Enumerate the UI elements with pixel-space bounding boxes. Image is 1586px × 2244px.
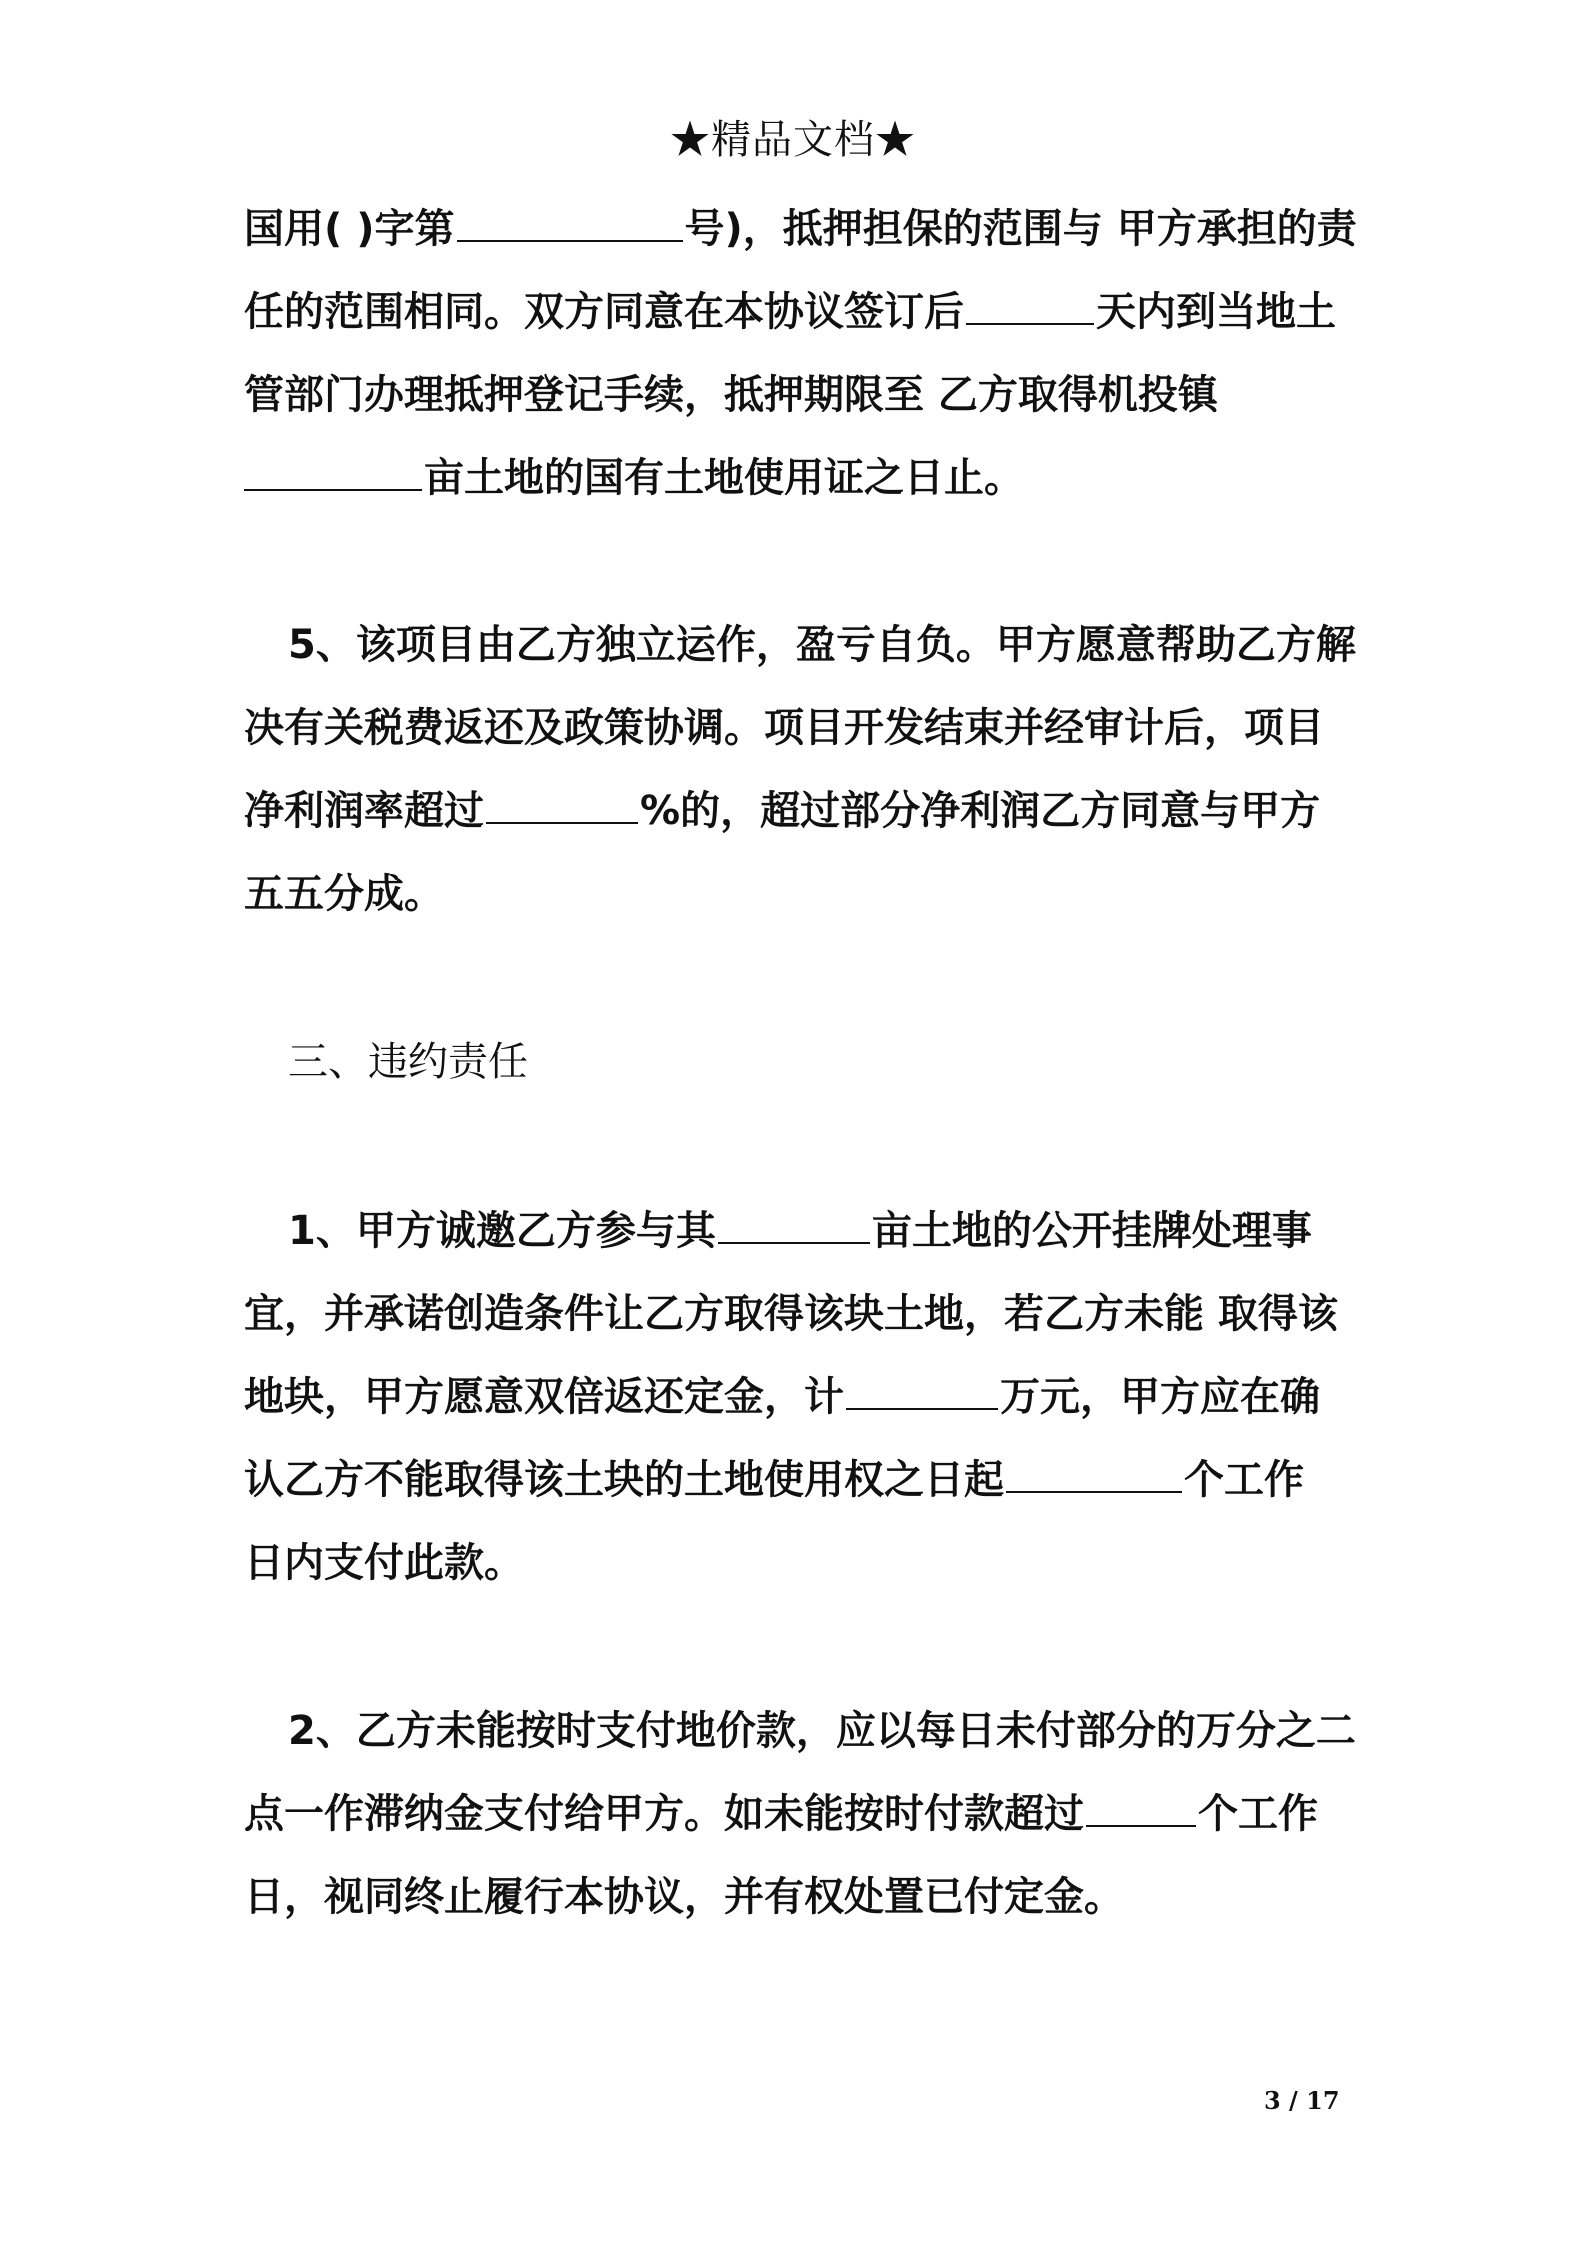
heading-text: 三、违约责任 [288, 1039, 528, 1085]
text-line: 五五分成。 [244, 871, 444, 917]
fill-in-blank [718, 1202, 870, 1244]
text-line: 5、该项目由乙方独立运作，盈亏自负。甲方愿意帮助乙方解 [288, 622, 1356, 668]
text-line: 管部门办理抵押登记手续，抵押期限至 乙方取得机投镇 [244, 372, 1218, 418]
text-line [244, 1773, 1364, 1856]
clause-2-late-payment [244, 1690, 1364, 1939]
text-segment: 个工作 [1184, 1457, 1304, 1503]
section-heading-breach-liability [244, 1021, 1364, 1104]
text-line [244, 1439, 1364, 1522]
fill-in-blank [966, 283, 1094, 325]
fill-in-blank [846, 1368, 998, 1410]
text-segment: 国用( )字第 [244, 206, 455, 252]
text-segment: 净利润率超过 [244, 788, 484, 834]
text-line: 日内支付此款。 [244, 1540, 524, 1586]
text-segment: 1、甲方诚邀乙方参与其 [288, 1208, 716, 1254]
text-segment: 亩土地的公开挂牌处理事 [871, 1208, 1312, 1254]
text-segment: 认乙方不能取得该土块的土地使用权之日起 [244, 1457, 1004, 1503]
text-segment: 地块，甲方愿意双倍返还定金，计 [244, 1374, 844, 1420]
text-segment: 万元，甲方应在确 [1000, 1374, 1320, 1420]
fill-in-blank [457, 200, 683, 242]
text-line [244, 770, 1364, 853]
text-segment: 天内到当地土 [1096, 289, 1336, 335]
text-segment: 点一作滞纳金支付给甲方。如未能按时付款超过 [244, 1791, 1084, 1837]
text-line [244, 1356, 1364, 1439]
text-segment: %的，超过部分净利润乙方同意与甲方 [640, 788, 1321, 834]
document-header-title: ★精品文档★ [670, 117, 916, 163]
fill-in-blank [1006, 1451, 1182, 1493]
text-segment: 号)，抵押担保的范围与 甲方承担的责 [684, 206, 1357, 252]
page-number: 3 / 17 [1264, 2086, 1340, 2115]
text-line: 2、乙方未能按时支付地价款，应以每日未付部分的万分之二 [288, 1708, 1356, 1754]
text-line [244, 437, 1364, 520]
fill-in-blank [244, 449, 422, 491]
fill-in-blank [1086, 1785, 1196, 1827]
text-line: 决有关税费返还及政策协调。项目开发结束并经审计后，项目 [244, 705, 1324, 751]
paragraph-land-mortgage [244, 188, 1364, 520]
text-line [244, 271, 1364, 354]
paragraph-project-operation [244, 604, 1364, 936]
text-segment: 任的范围相同。双方同意在本协议签订后 [244, 289, 964, 335]
clause-1-deposit-refund [244, 1190, 1364, 1605]
fill-in-blank [486, 782, 638, 824]
text-line: 宜，并承诺创造条件让乙方取得该块土地，若乙方未能 取得该 [244, 1291, 1338, 1337]
text-line [244, 1190, 1364, 1273]
text-segment: 个工作 [1198, 1791, 1318, 1837]
text-line [244, 188, 1364, 271]
text-line: 日，视同终止履行本协议，并有权处置已付定金。 [244, 1874, 1124, 1920]
text-segment: 亩土地的国有土地使用证之日止。 [424, 455, 1024, 501]
